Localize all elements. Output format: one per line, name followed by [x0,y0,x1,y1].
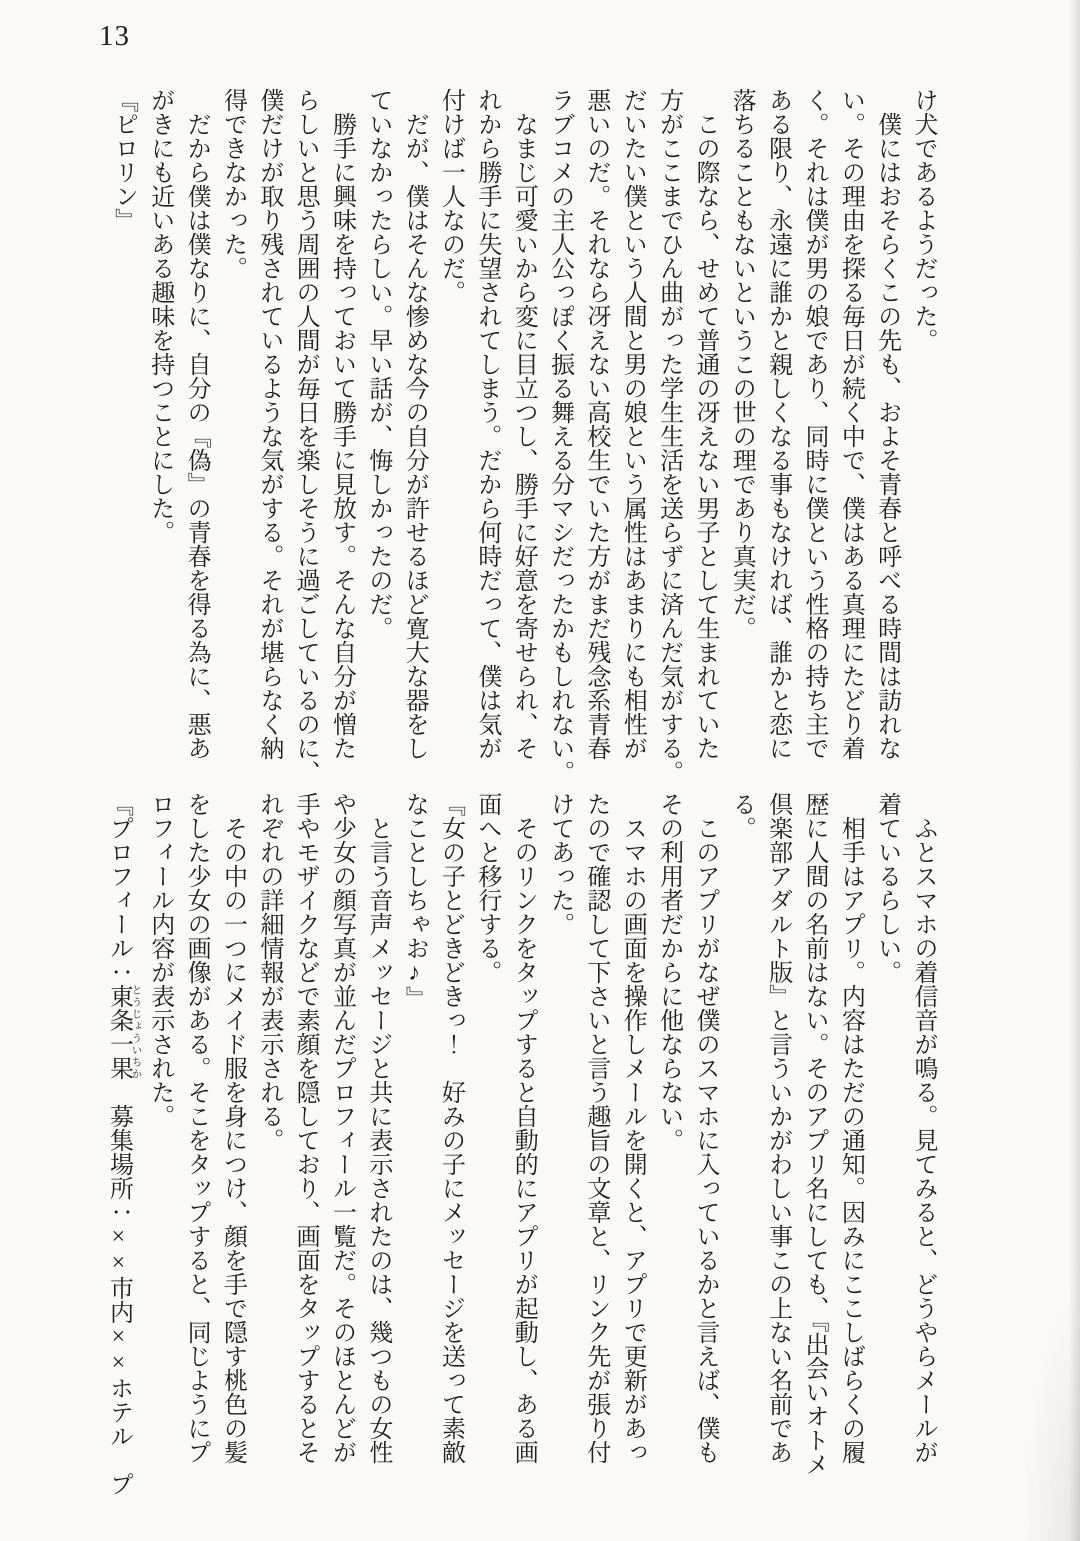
text-line: 付けば一人なのだ。 [437,88,464,304]
text-line: 『ピロリン』 [110,88,137,232]
text-line: たので確認して下さいと言う趣旨の文章と、リンク先が張り付 [582,792,609,1464]
text-line: い。その理由を探る毎日が続く中で、僕はある真理にたどり着 [837,88,864,760]
text-line: その利用者だからに他ならない。 [655,792,682,1152]
page-number: 13 [99,20,130,52]
text-line: 『女の子とどきどきっ！ 好みの子にメッセージを送って素敵 [437,792,464,1464]
text-line: そのリンクをタップすると自動的にアプリが起動し、ある画 [510,792,537,1464]
text-line: なことしちゃお♪』 [401,792,428,1010]
text-line: 倶楽部アダルト版』と言ういかがわしい事この上ない名前であ [764,792,791,1464]
text-line: 僕にはおそらくこの先も、およそ青春と呼べる時間は訪れな [873,88,900,760]
text-line: だから僕は僕なりに、自分の『偽』の青春を得る為に、悪あ [183,88,210,760]
text-line: ていなかったらしい。早い話が、悔しかったのだ。 [364,88,391,640]
furigana-reading: とうじょういちか [130,984,142,1080]
text-line: だが、僕はそんな惨めな今の自分が許せるほど寛大な器をし [401,88,428,760]
text-line: その中の一つにメイド服を身につけ、顔を手で隠す桃色の髪 [219,792,246,1464]
text-line: 『プロフィール：東条一果 とうじょういちか 募集場所：××市内××ホテル プ [105,792,142,1496]
text-line: この際なら、せめて普通の冴えない男子として生まれていた [691,88,718,760]
text-block-top [105,88,941,788]
scan-edge-shadow [1066,0,1080,1541]
text-line: けてあった。 [546,792,573,936]
text-line: 落ちることもないというこの世の理であり真実だ。 [728,88,755,640]
text-line: や少女の顔写真が並んだプロフィール一覧だ。そのほとんどが [328,792,355,1464]
text-line: 相手はアプリ。内容はただの通知。因みにここしばらくの履 [837,792,864,1464]
text-line: らしいと思う周囲の人間が毎日を楽しそうに過ごしているのに、 [292,88,319,784]
text-line: 着ているらしい。 [873,792,900,984]
text-line: ある限り、永遠に誰かと親しくなる事もなければ、誰かと恋に [764,88,791,760]
text-line: 歴に人間の名前はない。そのアプリ名にしても、『出会いオトメ [800,792,827,1476]
text-line: ふとスマホの着信音が鳴る。見てみると、どうやらメールが [910,792,936,1464]
scan-corner-shadow [1020,1281,1080,1541]
text-line: だいたい僕という人間と男の娘という属性はあまりにも相性が [619,88,646,760]
text-line: 僕だけが取り残されているような気がする。それが堪らなく納 [255,88,282,760]
text-line: れぞれの詳細情報が表示される。 [255,792,282,1152]
text-line: なまじ可愛いから変に目立つし、勝手に好意を寄せられ、そ [510,88,537,760]
text-line: 悪いのだ。それなら冴えない高校生でいた方がまだ残念系青春 [582,88,609,760]
text-line: れから勝手に失望されてしまう。だから何時だって、僕は気が [473,88,500,760]
text-line: 面へと移行する。 [473,792,500,984]
text-line: をした少女の画像がある。そこをタップすると、同じようにプ [183,792,210,1464]
name-with-furigana: 東条一果 とうじょういちか [105,984,142,1080]
text-line: 手やモザイクなどで素顔を隠しており、画面をタップするとそ [292,792,319,1464]
text-line: と言う音声メッセージと共に表示されたのは、幾つもの女性 [364,792,391,1464]
text-line: 方がここまでひん曲がった学生生活を送らずに済んだ気がする。 [655,88,682,784]
text-block-bottom [100,792,941,1496]
text-line: 勝手に興味を持っておいて勝手に見放す。そんな自分が憎た [328,88,355,760]
text-line: く。それは僕が男の娘であり、同時に僕という性格の持ち主で [800,88,827,760]
text-line: ラブコメの主人公っぽく振る舞える分マシだったかもしれない。 [546,88,573,784]
text-line: ロフィール内容が表示された。 [146,792,173,1128]
text-line: スマホの画面を操作しメールを開くと、アプリで更新があっ [619,792,646,1464]
text-line: がきにも近いある趣味を持つことにした。 [146,88,173,544]
text-line: け犬であるようだった。 [910,88,936,352]
text-line: る。 [728,792,755,840]
text-line: このアプリがなぜ僕のスマホに入っているかと言えば、僕も [691,792,718,1464]
text-line: 得できなかった。 [219,88,246,280]
